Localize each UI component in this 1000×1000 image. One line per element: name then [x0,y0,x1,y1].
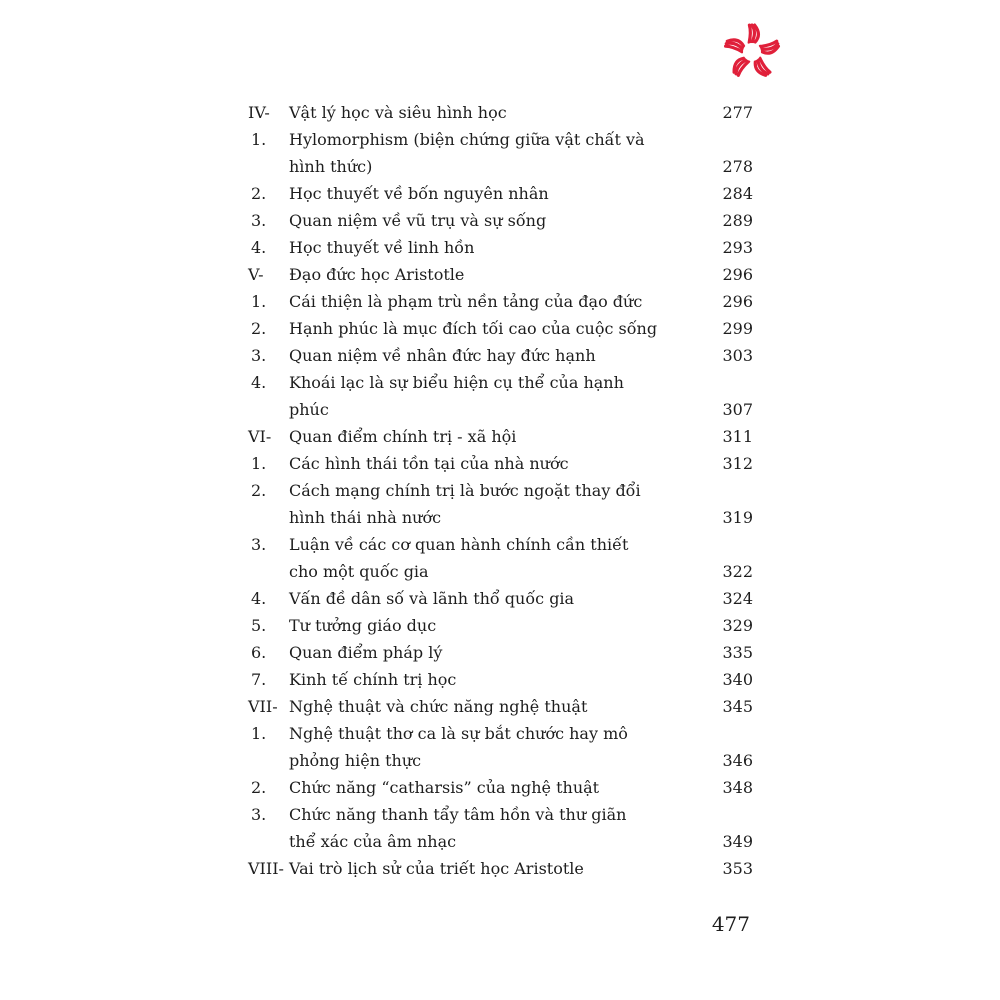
toc-entry-row [248,180,753,207]
toc-entry-number: 6. [251,643,267,662]
toc-entry-title: Quan niệm về vũ trụ và sự sống [289,211,547,230]
toc-entry-row [248,477,753,504]
toc-entry-row [248,153,753,180]
toc-entry-number: 2. [251,319,267,338]
toc-section-row [248,693,753,720]
toc-entry-number: 2. [251,481,267,500]
toc-entry-title: Vật lý học và siêu hình học [289,103,507,122]
toc-entry-title: Học thuyết về bốn nguyên nhân [289,184,549,203]
publisher-logo [722,22,782,82]
page-number: 477 [711,912,750,936]
toc-entry-row [248,342,753,369]
toc-entry-row [248,828,753,855]
toc-entry-page: 349 [722,832,753,851]
toc-entry-title: Cách mạng chính trị là bước ngoặt thay đổi [289,481,641,500]
toc-entry-page: 299 [722,319,753,338]
toc-section-row [248,261,753,288]
toc-entry-page: 322 [722,562,753,581]
toc-entry-row [248,396,753,423]
toc-entry-number: VII- [248,697,278,716]
toc-entry-page: 277 [722,103,753,122]
toc-entry-title: Các hình thái tồn tại của nhà nước [289,454,569,473]
toc-entry-number: 3. [251,211,267,230]
toc-entry-title: phúc [289,400,329,419]
toc-entry-row [248,450,753,477]
toc-entry-number: 3. [251,535,267,554]
toc-entry-title: Hylomorphism (biện chứng giữa vật chất và [289,130,645,149]
toc-entry-number: 3. [251,805,267,824]
toc-entry-row [248,126,753,153]
toc-entry-page: 345 [722,697,753,716]
toc-entry-number: 4. [251,238,267,257]
publisher-star-logo-icon [722,22,782,82]
toc-section-row [248,99,753,126]
toc-entry-page: 340 [722,670,753,689]
toc-entry-title: thể xác của âm nhạc [289,832,457,851]
toc-section-row [248,423,753,450]
toc-section-row [248,855,753,882]
toc-entry-page: 353 [722,859,753,878]
toc-entry-title: Đạo đức học Aristotle [289,265,465,284]
toc-entry-row [248,639,753,666]
toc-entry-title: cho một quốc gia [289,562,429,581]
toc-entry-number: VI- [248,427,272,446]
toc-entry-row [248,720,753,747]
toc-entry-number: 7. [251,670,267,689]
toc-entry-number: 5. [251,616,267,635]
toc-entry-title: phỏng hiện thực [289,751,422,770]
toc-entry-number: IV- [248,103,270,122]
toc-entry-title: Luận về các cơ quan hành chính cần thiết [289,535,629,554]
toc-entry-number: 2. [251,184,267,203]
toc-entry-row [248,207,753,234]
toc-entry-row [248,747,753,774]
toc-entry-page: 311 [722,427,753,446]
toc-entry-number: 1. [251,724,267,743]
toc-entry-page: 289 [722,211,753,230]
toc-entry-row [248,774,753,801]
toc-entry-page: 346 [722,751,753,770]
toc-entry-row [248,801,753,828]
toc-entry-page: 348 [722,778,753,797]
toc-entry-number: V- [248,265,264,284]
toc-entry-title: Hạnh phúc là mục đích tối cao của cuộc sống [289,319,658,338]
toc-entry-title: Chức năng thanh tẩy tâm hồn và thư giãn [289,805,627,824]
toc-entry-title: Nghệ thuật và chức năng nghệ thuật [289,697,588,716]
table-of-contents [248,99,753,882]
toc-entry-row [248,612,753,639]
toc-entry-title: Quan điểm pháp lý [289,643,443,662]
toc-entry-title: Kinh tế chính trị học [289,670,457,689]
toc-entry-number: 3. [251,346,267,365]
toc-entry-title: Quan điểm chính trị - xã hội [289,427,517,446]
toc-entry-page: 312 [722,454,753,473]
toc-entry-number: VIII- [248,859,284,878]
toc-entry-title: Học thuyết về linh hồn [289,238,475,257]
toc-entry-title: Quan niệm về nhân đức hay đức hạnh [289,346,596,365]
toc-entry-page: 293 [722,238,753,257]
toc-entry-page: 303 [722,346,753,365]
toc-entry-title: Vai trò lịch sử của triết học Aristotle [289,859,584,878]
logo-stroke [749,25,750,42]
toc-entry-page: 278 [722,157,753,176]
toc-entry-title: hình thái nhà nước [289,508,442,527]
toc-entry-number: 1. [251,454,267,473]
toc-entry-row [248,531,753,558]
toc-entry-title: Vấn đề dân số và lãnh thổ quốc gia [289,589,575,608]
toc-entry-page: 329 [722,616,753,635]
toc-entry-page: 335 [722,643,753,662]
toc-entry-page: 296 [722,292,753,311]
toc-entry-title: Khoái lạc là sự biểu hiện cụ thể của hạnh [289,373,624,392]
toc-entry-page: 319 [722,508,753,527]
toc-entry-row [248,315,753,342]
toc-entry-number: 1. [251,130,267,149]
toc-entry-row [248,288,753,315]
toc-entry-number: 4. [251,589,267,608]
toc-entry-row [248,234,753,261]
toc-entry-row [248,585,753,612]
toc-entry-page: 307 [722,400,753,419]
toc-entry-page: 324 [722,589,753,608]
toc-entry-row [248,504,753,531]
toc-entry-row [248,369,753,396]
toc-entry-page: 284 [722,184,753,203]
toc-entry-row [248,558,753,585]
toc-entry-number: 2. [251,778,267,797]
toc-entry-title: Chức năng “catharsis” của nghệ thuật [289,778,600,797]
toc-entry-page: 296 [722,265,753,284]
toc-entry-title: Cái thiện là phạm trù nền tảng của đạo đức [289,292,643,311]
toc-entry-row [248,666,753,693]
toc-entry-title: Tư tưởng giáo dục [289,616,437,635]
toc-entry-title: hình thức) [289,157,373,176]
toc-entry-title: Nghệ thuật thơ ca là sự bắt chước hay mô [289,724,628,743]
toc-entry-number: 1. [251,292,267,311]
toc-entry-number: 4. [251,373,267,392]
logo-stroke [752,25,754,42]
